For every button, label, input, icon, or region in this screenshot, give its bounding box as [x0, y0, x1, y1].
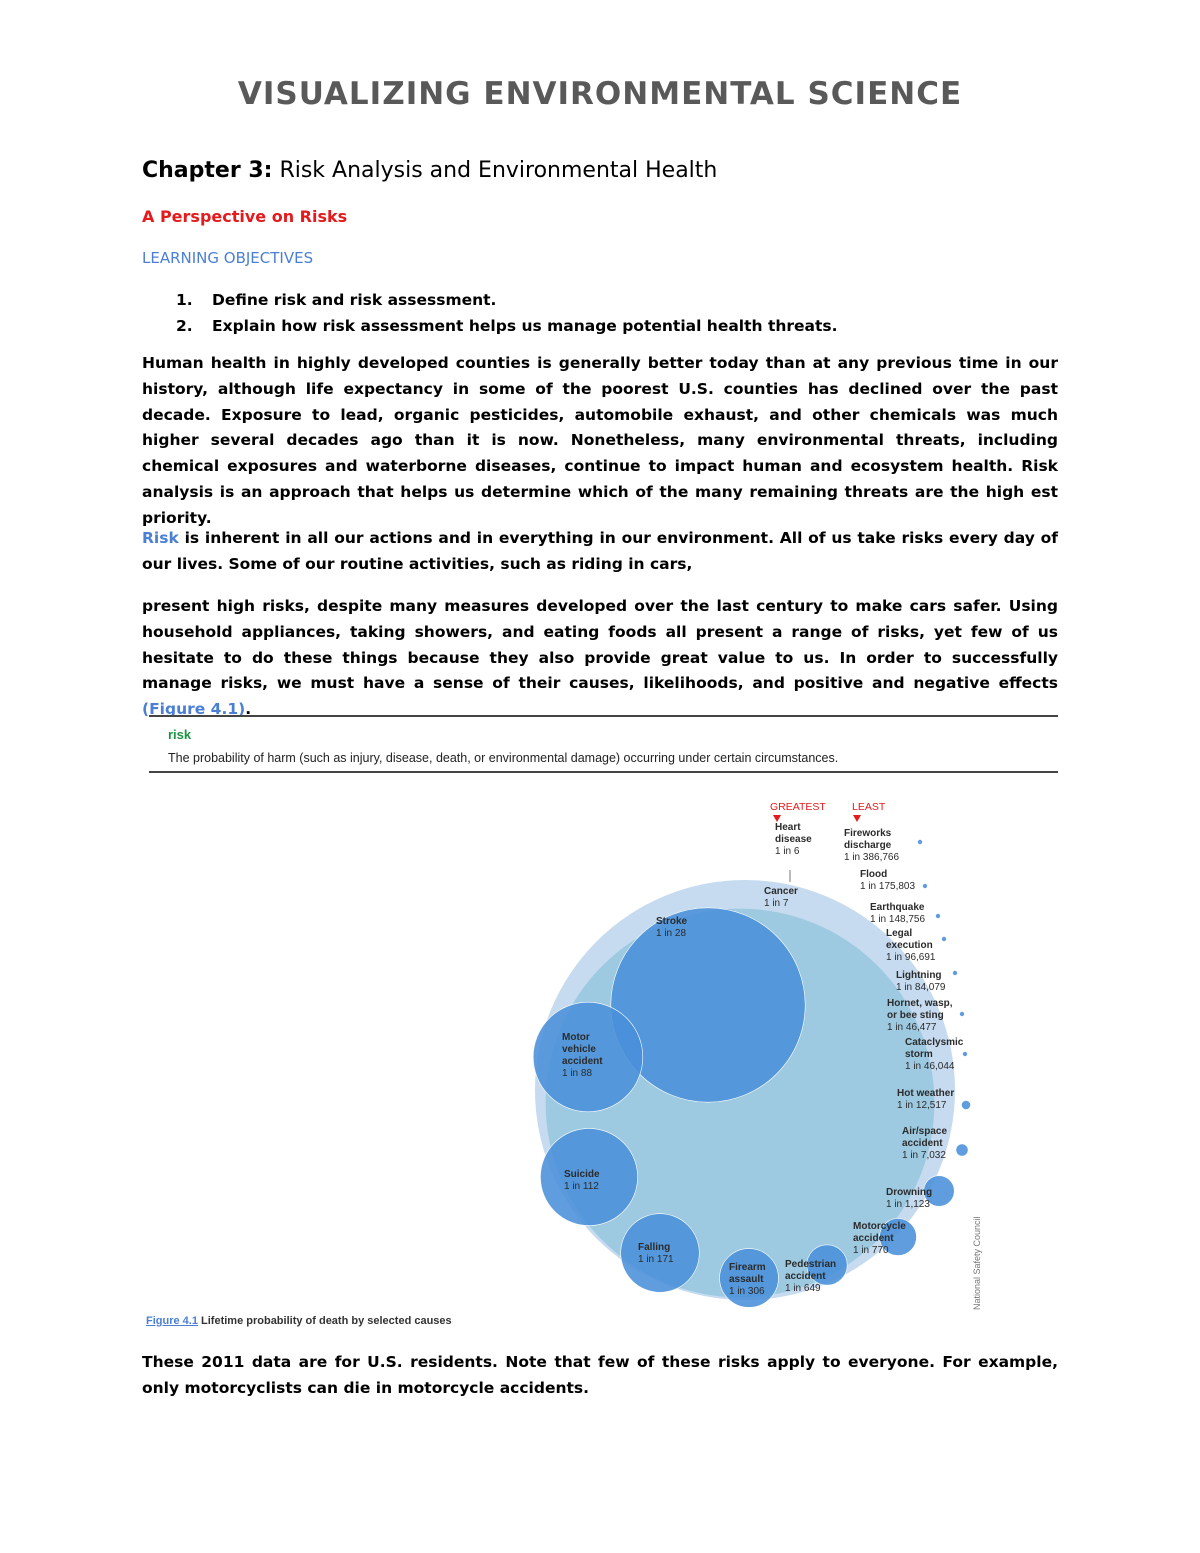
paragraph-intro: Human health in highly developed counties is generally better today than at any previous time in our history, although life expectancy in some of the poorest U.S. counties has declined over the past decade. Exposure to lead, organic pesticides, automobile exhaust, and other chemicals was much higher several decades ago than it is now. Nonetheless, many environmental threats, including chemical exposures and waterborne diseases, continue to impact human and ecosystem health. Risk analysis is an approach that helps us determine which of the many remaining threats are the high est priority. — [142, 354, 1058, 527]
caption-text: Lifetime probability of death by selected causes — [197, 1315, 452, 1327]
bubble-chart — [0, 790, 1200, 1320]
paragraph-risk — [142, 526, 1058, 578]
risk-bubble-figure — [0, 790, 1200, 1320]
objective-number: 2. — [176, 317, 193, 335]
objective-item — [142, 289, 838, 315]
objectives-heading: LEARNING OBJECTIVES — [142, 249, 314, 267]
chapter-label: Chapter 3: — [142, 158, 273, 183]
greatest-label: GREATEST — [770, 801, 826, 813]
label-earthquake: Earthquake 1 in 148,756 — [870, 902, 926, 925]
label-suicide: Suicide 1 in 112 — [564, 1169, 600, 1192]
definition-box — [149, 715, 1058, 773]
bubble-hornet-wasp-or-bee-sting — [960, 1012, 965, 1017]
label-firearm-assault: Firearm assault 1 in 306 — [729, 1262, 766, 1297]
label-heart-disease: Heart disease 1 in 6 — [775, 822, 812, 857]
least-label: LEAST — [852, 801, 886, 813]
chapter-title: Risk Analysis and Environmental Health — [272, 158, 718, 183]
bubble-flood — [923, 884, 928, 889]
bubble-lightning — [953, 971, 958, 976]
label-motor-vehicle-accident: Motor vehicle accident 1 in 88 — [562, 1032, 603, 1079]
label-drowning: Drowning 1 in 1,123 — [886, 1187, 933, 1210]
section-heading: A Perspective on Risks — [142, 207, 348, 226]
source-label: National Safety Council — [972, 1216, 982, 1310]
label-cataclysmic-storm: Cataclysmic storm 1 in 46,044 — [905, 1037, 964, 1072]
bubble-air-space-accident — [956, 1144, 968, 1156]
objective-text: Define risk and risk assessment. — [212, 291, 497, 309]
bubble-legal-execution — [942, 937, 947, 942]
label-legal-execution: Legal execution 1 in 96,691 — [886, 928, 936, 963]
label-stroke: Stroke 1 in 28 — [656, 916, 688, 939]
bubble-earthquake — [936, 914, 941, 919]
label-air-space-accident: Air/space accident 1 in 7,032 — [902, 1126, 948, 1161]
bubble-fireworks-discharge — [918, 840, 923, 845]
page-title: VISUALIZING ENVIRONMENTAL SCIENCE — [237, 76, 963, 112]
label-fireworks-discharge: Fireworks discharge 1 in 386,766 — [844, 828, 900, 863]
label-lightning: Lightning 1 in 84,079 — [896, 970, 946, 993]
objectives-list — [142, 289, 838, 341]
paragraph-continued-text: present high risks, despite many measures developed over the last century to make cars safer. Using household appliances, taking showers, and eating foods all present a range of risks, yet few of us hesitate to do these things because they also provide great value to us. In order to successfully manage risks, we must have a sense of their causes, likelihoods, and positive and negative effects — [142, 597, 1058, 693]
bubble-hot-weather — [961, 1100, 970, 1109]
label-cancer: Cancer 1 in 7 — [764, 886, 798, 909]
paragraph-risk-continued — [142, 594, 1058, 723]
objective-number: 1. — [176, 291, 193, 309]
bubble-cataclysmic-storm — [963, 1052, 968, 1057]
definition-text: The probability of harm (such as injury, disease, death, or environmental damage) occurring under certain circumstances. — [168, 751, 839, 765]
greatest-marker-icon — [773, 815, 781, 822]
caption-figure-link[interactable]: Figure 4.1 — [146, 1315, 198, 1327]
chapter-heading — [142, 158, 717, 183]
figure-reference-link[interactable]: (Figure 4.1) — [142, 700, 246, 719]
label-flood: Flood 1 in 175,803 — [860, 869, 916, 892]
objective-item — [142, 315, 838, 341]
definition-term: risk — [168, 727, 192, 742]
label-pedestrian-accident: Pedestrian accident 1 in 649 — [785, 1259, 837, 1294]
least-marker-icon — [853, 815, 861, 822]
label-hornet-wasp-or-bee-sting: Hornet, wasp, or bee sting 1 in 46,477 — [887, 998, 953, 1033]
bubble-falling — [621, 1214, 700, 1293]
label-motorcycle-accident: Motorcycle accident 1 in 770 — [853, 1221, 906, 1256]
paragraph-end-punct: . — [245, 700, 252, 719]
risk-term-link[interactable]: Risk — [142, 529, 179, 547]
objective-text: Explain how risk assessment helps us manage potential health threats. — [212, 317, 838, 335]
label-hot-weather: Hot weather 1 in 12,517 — [897, 1088, 955, 1111]
paragraph-data-note: These 2011 data are for U.S. residents. Note that few of these risks apply to everyone. For example, only motorcyclists can die in motorcycle accidents. — [142, 1353, 1058, 1397]
paragraph-risk-text: is inherent in all our actions and in everything in our environment. All of us take risks every day of our lives. Some of our routine activities, such as riding in cars, — [142, 529, 1058, 573]
figure-caption — [146, 1315, 452, 1327]
label-falling: Falling 1 in 171 — [638, 1242, 674, 1265]
